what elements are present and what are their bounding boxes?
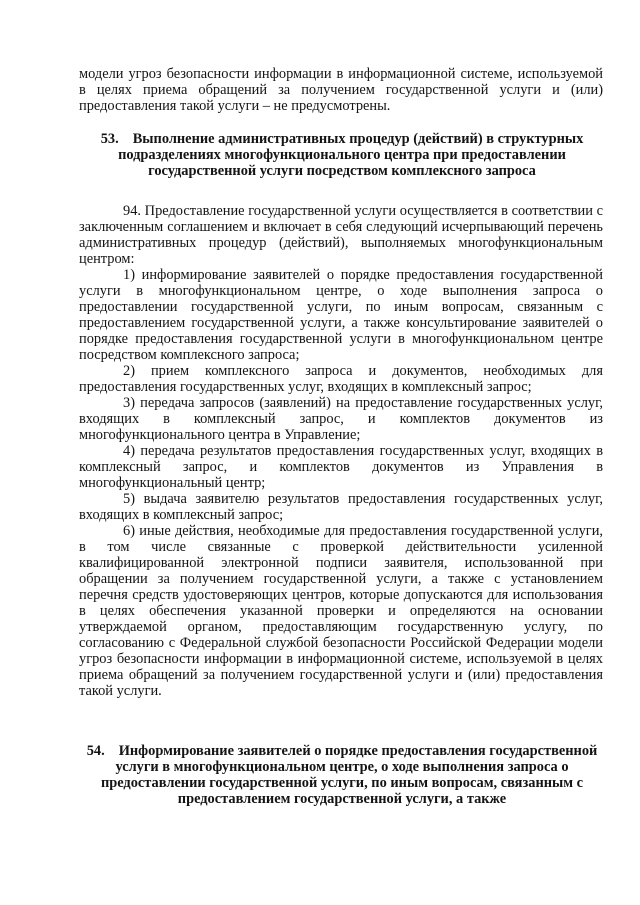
list-item-5: 5) выдача заявителю результатов предоставления государственных услуг, входящих в комплексный запрос; (79, 491, 603, 523)
section-53-title: Выполнение административных процедур (действий) в структурных подразделениях многофункционального центра при предоставлении государственной услуги посредством комплексного запроса (118, 131, 584, 179)
intro-block (79, 66, 603, 114)
section-53-heading (72, 131, 612, 179)
paragraph-94: 94. Предоставление государственной услуги осуществляется в соответствии с заключенным соглашением и включает в себя следующий исчерпывающий перечень административных процедур (действий), выполняемых многофункциональным центром: (79, 203, 603, 267)
list-item-1: 1) информирование заявителей о порядке предоставления государственной услуги в многофункциональном центре, о ходе выполнения запроса о предоставлении государственной услуги, по иным вопросам, связанным с предоставлением государственной услуги, а также консультирование заявителей о порядке предоставления государственной услуги в многофункциональном центре посредством комплексного запроса; (79, 267, 603, 363)
list-item-4: 4) передача результатов предоставления государственных услуг, входящих в комплексный запрос, и комплектов документов из Управления в многофункциональный центр; (79, 443, 603, 491)
section-54-number: 54. (86, 743, 105, 759)
intro-paragraph: модели угроз безопасности информации в информационной системе, используемой в целях приема обращений за получением государственной услуги и (или) предоставления такой услуги – не предусмотрены. (79, 66, 603, 114)
list-item-3: 3) передача запросов (заявлений) на предоставление государственных услуг, входящих в комплексный запрос, и комплектов документов из многофункционального центра в Управление; (79, 395, 603, 443)
list-item-6: 6) иные действия, необходимые для предоставления государственной услуги, в том числе связанные с проверкой действительности усиленной квалифицированной электронной подписи заявителя, использованной при обращении за получением государственной услуги, а также с установлением перечня средств удостоверяющих центров, которые допускаются для использования в целях обеспечения указанной проверки и определяются на основании утверждаемой органом, предоставляющим государственную услугу, по согласованию с Федеральной службой безопасности Российской Федерации модели угроз безопасности информации в информационной системе, используемой в целях приема обращений за получением государственной услуги и (или) предоставления такой услуги. (79, 523, 603, 699)
section-54-heading (72, 743, 612, 807)
list-item-2: 2) прием комплексного запроса и документов, необходимых для предоставления государственных услуг, входящих в комплексный запрос; (79, 363, 603, 395)
section-54-title: Информирование заявителей о порядке предоставления государственной услуги в многофункциональном центре, о ходе выполнения запроса о предоставлении государственной услуги, по иным вопросам, связанным с предоставлением государственной услуги, а также (100, 743, 598, 807)
section-53-body (79, 203, 603, 699)
section-53-number: 53. (100, 131, 119, 147)
